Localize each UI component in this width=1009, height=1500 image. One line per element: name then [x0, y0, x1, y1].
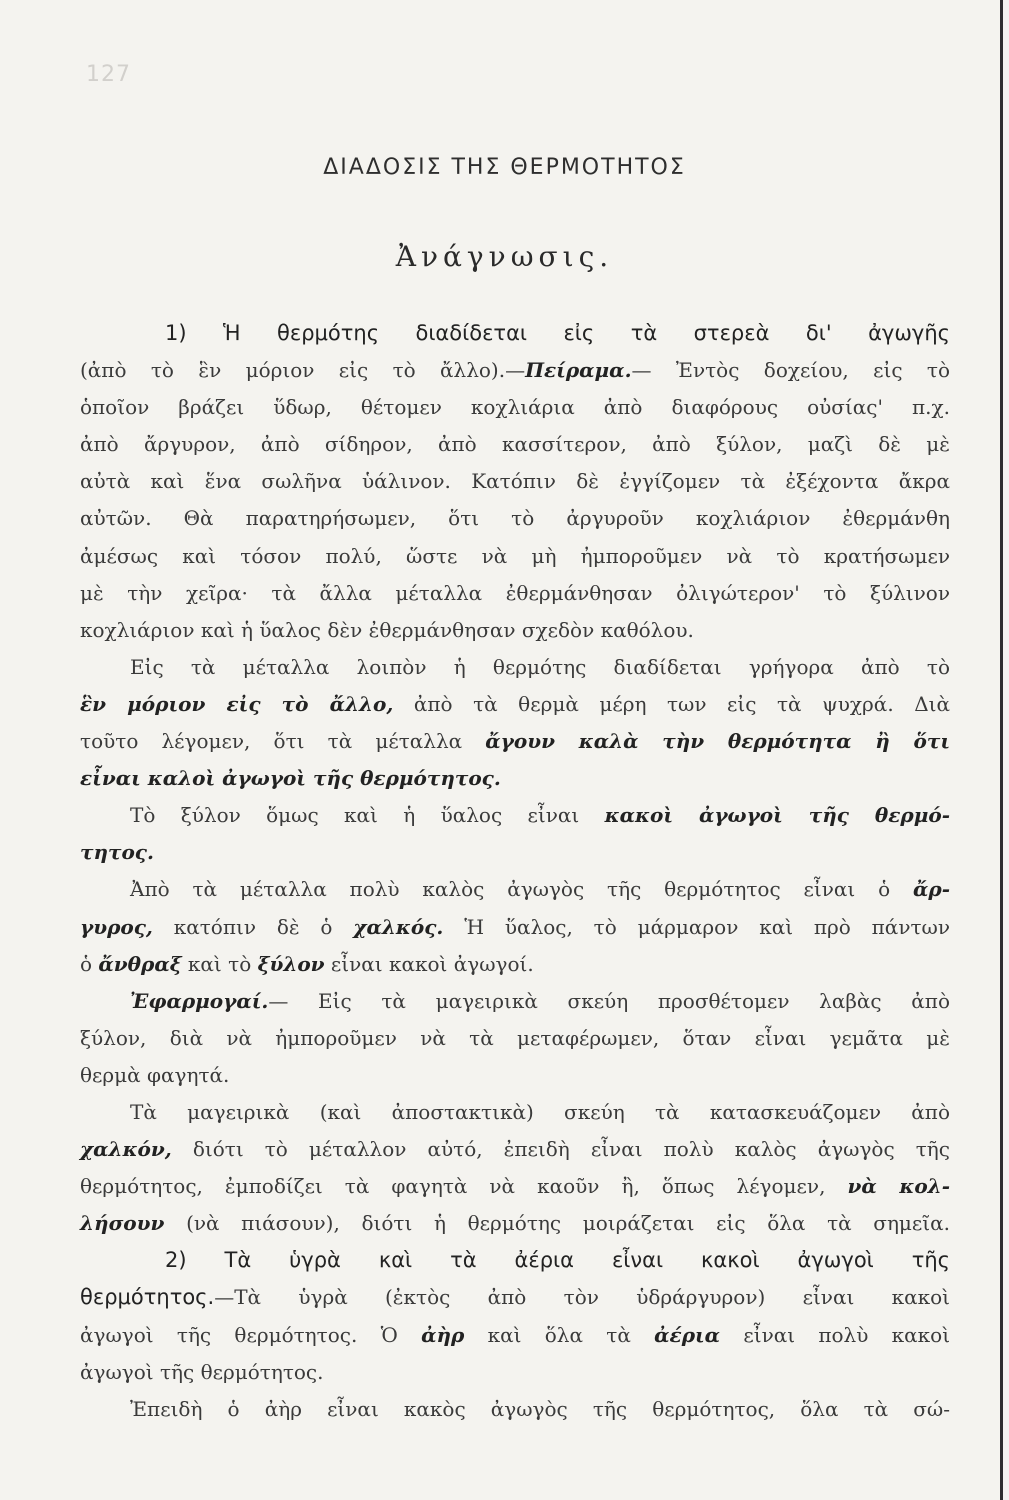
text-run: καὶ τὸ [187, 951, 252, 976]
page-body [80, 315, 950, 1428]
text-run: ἀπὸ τὰ θερμὰ μέρη των εἰς τὰ ψυχρά. Διὰ [413, 691, 950, 716]
text-line [80, 723, 950, 760]
text-run: διότι τὸ μέταλλον αὐτό, ἐπειδὴ εἶναι πολὺ καλὸς ἀγωγὸς τῆς [192, 1137, 950, 1162]
text-run: Τὸ ξύλον ὅμως καὶ ἡ ὕαλος εἶναι [130, 803, 580, 828]
bold-term: ἀὴρ [421, 1322, 465, 1347]
text-run: κατόπιν δὲ ὁ [173, 914, 333, 939]
text-line [80, 760, 950, 797]
text-line [80, 1205, 950, 1242]
text-run: εἶναι κακοὶ ἀγωγοί. [330, 951, 534, 976]
text-line [80, 352, 950, 389]
bold-term: εἶναι καλοὶ ἀγωγοὶ τῆς θερμότητος. [80, 766, 501, 791]
bold-term: ξύλον [257, 951, 325, 976]
text-line [80, 1131, 950, 1168]
text-line: αὐτὰ καὶ ἕνα σωλῆνα ὑάλινον. Κατόπιν δὲ ἐγγίζομεν τὰ ἐξέχοντα ἄκρα [80, 469, 950, 494]
text-line: αὐτῶν. Θὰ παρατηρήσωμεν, ὅτι τὸ ἀργυροῦν κοχλιάριον ἐθερμάνθη [80, 506, 950, 531]
text-line: ἀμέσως καὶ τόσον πολύ, ὥστε νὰ μὴ ἠμποροῦμεν νὰ τὸ κρατήσωμεν [80, 543, 950, 568]
bold-term: τητος. [80, 840, 154, 865]
section-2-heading-continued: θερμότητος. [80, 1285, 215, 1310]
text-line: Τὰ μαγειρικὰ (καὶ ἀποστακτικὰ) σκεύη τὰ κατασκευάζομεν ἀπὸ [130, 1099, 950, 1124]
bold-term: Πείραμα. [525, 358, 632, 383]
bold-term: ἄνθραξ [98, 951, 182, 976]
bold-term: νὰ κολ- [847, 1174, 950, 1199]
text-run: Ἡ ὕαλος, τὸ μάρμαρον καὶ πρὸ πάντων [464, 914, 951, 939]
text-line [80, 1168, 950, 1205]
text-run: — Ἐντὸς δοχείου, εἰς τὸ [631, 358, 950, 383]
text-line [80, 797, 950, 834]
section-title: Ἀνάγνωσις. [395, 240, 614, 273]
text-line [80, 909, 950, 946]
running-header: ΔΙΑΔΟΣΙΣ ΤΗΣ ΘΕΡΜΟΤΗΤΟΣ [323, 155, 686, 180]
text-line: Ἐπειδὴ ὁ ἀὴρ εἶναι κακὸς ἀγωγὸς τῆς θερμότητος, ὅλα τὰ σώ- [130, 1396, 950, 1421]
bold-term: χαλκός. [353, 914, 444, 939]
bold-term: ἄρ- [913, 877, 950, 902]
book-spine-edge [1000, 0, 1003, 1500]
text-line: ξύλον, διὰ νὰ ἠμποροῦμεν νὰ τὰ μεταφέρωμεν, ὅταν εἶναι γεμᾶτα μὲ [80, 1025, 950, 1050]
section-1-heading-text: Ἡ θερμότης διαδίδεται εἰς τὰ στερεὰ δι' ἀγωγῆς [223, 321, 950, 345]
text-line: κοχλιάριον καὶ ἡ ὕαλος δὲν ἐθερμάνθησαν σχεδὸν καθόλου. [80, 617, 694, 642]
text-line [80, 686, 950, 723]
bold-term: κακοὶ ἀγωγοὶ τῆς θερμό- [604, 803, 950, 828]
section-2-heading-text: Τὰ ὑγρὰ καὶ τὰ ἀέρια εἶναι κακοὶ ἀγωγοὶ τῆς [224, 1248, 950, 1273]
text-run: ἀγωγοὶ τῆς θερμότητος. Ὁ [80, 1322, 398, 1347]
text-run: —Τὰ ὑγρὰ (ἐκτὸς ἀπὸ τὸν ὑδράργυρον) εἶναι κακοὶ [214, 1285, 950, 1310]
text-line: ἀπὸ ἄργυρον, ἀπὸ σίδηρον, ἀπὸ κασσίτερον, ἀπὸ ξύλον, μαζὶ δὲ μὲ [80, 432, 950, 457]
text-line [80, 1279, 950, 1316]
text-run: εἶναι πολὺ κακοὶ [743, 1322, 951, 1347]
text-run: τοῦτο λέγομεν, ὅτι τὰ μέταλλα [80, 729, 463, 754]
bold-term: Ἐφαρμογαί. [130, 988, 269, 1013]
text-run: θερμότητος, ἐμποδίζει τὰ φαγητὰ νὰ καοῦν ἢ, ὅπως λέγομεν, [80, 1174, 826, 1199]
bold-term: λήσουν [80, 1211, 165, 1236]
text-run: (ἀπὸ τὸ ἓν μόριον εἰς τὸ ἄλλο).— [80, 358, 526, 383]
text-line: θερμὰ φαγητά. [80, 1062, 230, 1087]
section-1-heading [80, 315, 950, 352]
text-run: — Εἰς τὰ μαγειρικὰ σκεύη προσθέτομεν λαβὰς ἀπὸ [268, 988, 950, 1013]
text-line: μὲ τὴν χεῖρα· τὰ ἄλλα μέταλλα ἐθερμάνθησαν ὀλιγώτερον' τὸ ξύλινον [80, 580, 950, 605]
bold-term: ἀέρια [654, 1322, 721, 1347]
text-run: καὶ ὅλα τὰ [487, 1322, 631, 1347]
text-line: ὁποῖον βράζει ὕδωρ, θέτομεν κοχλιάρια ἀπὸ διαφόρους οὐσίας' π.χ. [80, 395, 950, 420]
section-1-number: 1) [165, 321, 187, 345]
bold-term: χαλκόν, [80, 1137, 172, 1162]
section-2-number: 2) [165, 1248, 187, 1273]
bold-term: ἓν μόριον εἰς τὸ ἄλλο, [80, 691, 394, 716]
text-line [80, 983, 950, 1020]
text-line: Εἰς τὰ μέταλλα λοιπὸν ἡ θερμότης διαδίδεται γρήγορα ἀπὸ τὸ [130, 654, 950, 679]
text-line [80, 871, 950, 908]
text-run: ὁ [80, 951, 93, 976]
text-line [80, 946, 950, 983]
section-2-heading [80, 1242, 950, 1279]
text-run: (νὰ πιάσουν), διότι ἡ θερμότης μοιράζεται εἰς ὅλα τὰ σημεῖα. [186, 1211, 950, 1236]
text-line [80, 1317, 950, 1354]
text-line [80, 834, 950, 871]
text-line: ἀγωγοὶ τῆς θερμότητος. [80, 1359, 324, 1384]
page-number: 127 [86, 62, 131, 87]
bold-term: ἄγουν καλὰ τὴν θερμότητα ἢ ὅτι [485, 729, 950, 754]
bold-term: γυρος, [80, 914, 153, 939]
text-run: Ἀπὸ τὰ μέταλλα πολὺ καλὸς ἀγωγὸς τῆς θερμότητος εἶναι ὁ [130, 877, 891, 902]
